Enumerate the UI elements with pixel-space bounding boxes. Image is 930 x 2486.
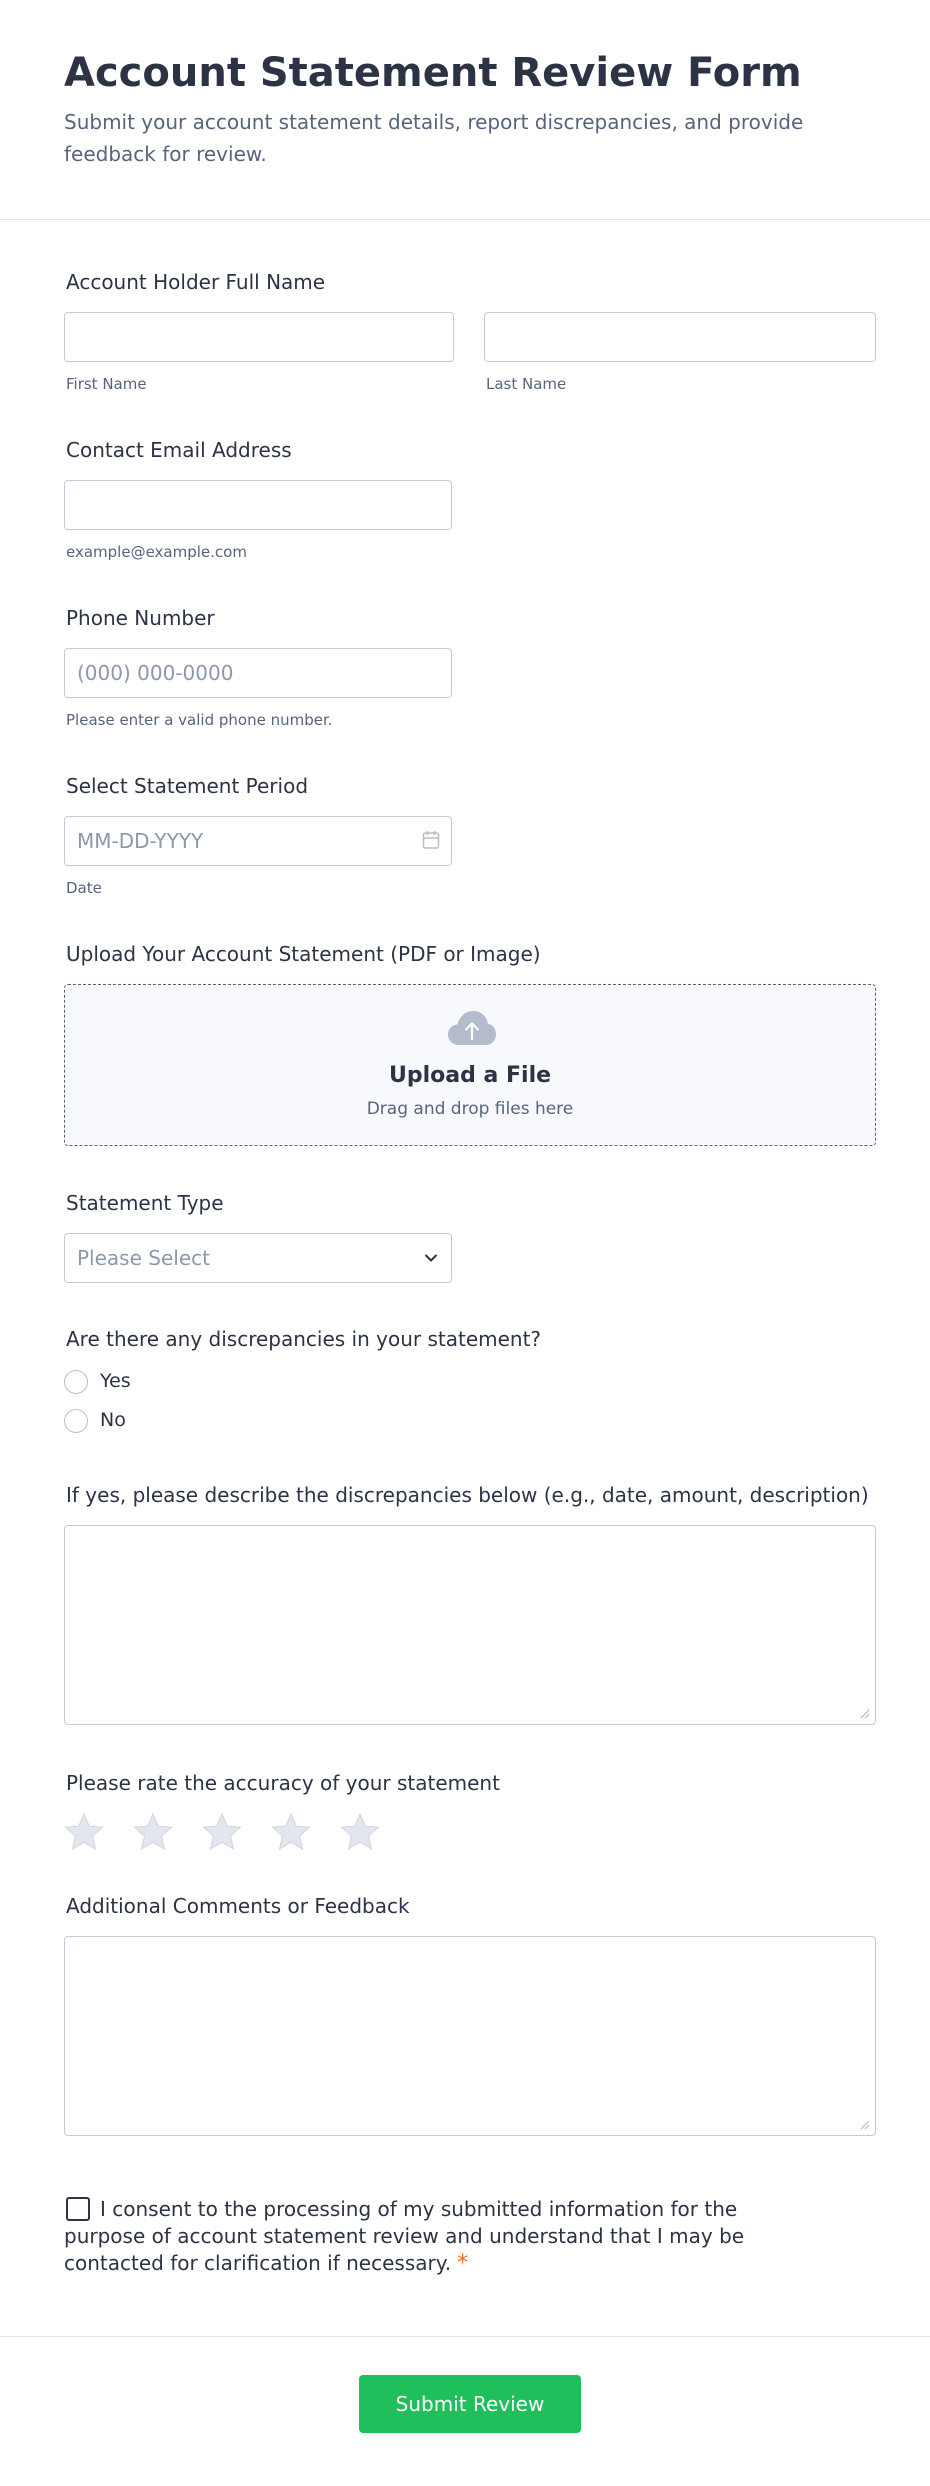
- star-icon[interactable]: [202, 1812, 242, 1852]
- comments-label: Additional Comments or Feedback: [66, 1894, 410, 1918]
- radio-yes[interactable]: [64, 1370, 88, 1394]
- email-input[interactable]: [64, 480, 452, 530]
- resize-handle-icon[interactable]: [860, 1709, 870, 1719]
- phone-input[interactable]: [64, 648, 452, 698]
- radio-yes-label: Yes: [100, 1370, 131, 1392]
- statement-type-label: Statement Type: [66, 1191, 224, 1215]
- statement-type-select[interactable]: [64, 1233, 452, 1283]
- discrepancies-label: Are there any discrepancies in your statement?: [66, 1327, 542, 1351]
- footer-divider: [0, 2336, 930, 2337]
- cloud-upload-icon: [447, 1009, 497, 1047]
- star-icon[interactable]: [340, 1812, 380, 1852]
- radio-no[interactable]: [64, 1409, 88, 1433]
- star-icon[interactable]: [271, 1812, 311, 1852]
- phone-label: Phone Number: [66, 606, 215, 630]
- phone-sublabel: Please enter a valid phone number.: [66, 711, 333, 729]
- submit-button[interactable]: Submit Review: [359, 2375, 581, 2433]
- last-name-sublabel: Last Name: [486, 375, 567, 393]
- upload-title: Upload a File: [388, 1063, 552, 1088]
- full-name-label: Account Holder Full Name: [66, 270, 326, 294]
- file-upload-dropzone[interactable]: [64, 984, 876, 1146]
- first-name-input[interactable]: [64, 312, 454, 362]
- statement-period-field: [64, 816, 452, 866]
- upload-subtitle: Drag and drop files here: [366, 1099, 574, 1119]
- comments-textarea[interactable]: [64, 1936, 876, 2136]
- statement-period-sublabel: Date: [66, 879, 102, 897]
- statement-period-label: Select Statement Period: [66, 774, 309, 798]
- resize-handle-icon[interactable]: [860, 2120, 870, 2130]
- calendar-icon[interactable]: [422, 830, 440, 850]
- required-mark: *: [457, 2251, 469, 2276]
- form-title: Account Statement Review Form: [64, 50, 802, 96]
- star-icon[interactable]: [133, 1812, 173, 1852]
- rating-label: Please rate the accuracy of your statement: [66, 1771, 500, 1795]
- consent-checkbox[interactable]: [66, 2197, 90, 2221]
- statement-type-selected: Please Select: [64, 1233, 452, 1283]
- discrepancy-details-textarea[interactable]: [64, 1525, 876, 1725]
- radio-no-label: No: [100, 1409, 126, 1431]
- consent-block: [64, 2196, 824, 2277]
- form-header: [0, 0, 930, 220]
- consent-text: I consent to the processing of my submitted information for the purpose of account statement review and understand that I may be contacted for clarification if necessary.: [64, 2197, 745, 2275]
- last-name-input[interactable]: [484, 312, 876, 362]
- star-icon[interactable]: [64, 1812, 104, 1852]
- first-name-sublabel: First Name: [66, 375, 147, 393]
- email-label: Contact Email Address: [66, 438, 292, 462]
- email-sublabel: example@example.com: [66, 543, 247, 561]
- discrepancy-details-label: If yes, please describe the discrepancies below (e.g., date, amount, description): [66, 1483, 869, 1507]
- chevron-down-icon: [424, 1251, 438, 1265]
- upload-label: Upload Your Account Statement (PDF or Image): [66, 942, 541, 966]
- statement-period-input[interactable]: [64, 816, 452, 866]
- form-subtitle: Submit your account statement details, report discrepancies, and provide feedback for review.: [64, 110, 804, 166]
